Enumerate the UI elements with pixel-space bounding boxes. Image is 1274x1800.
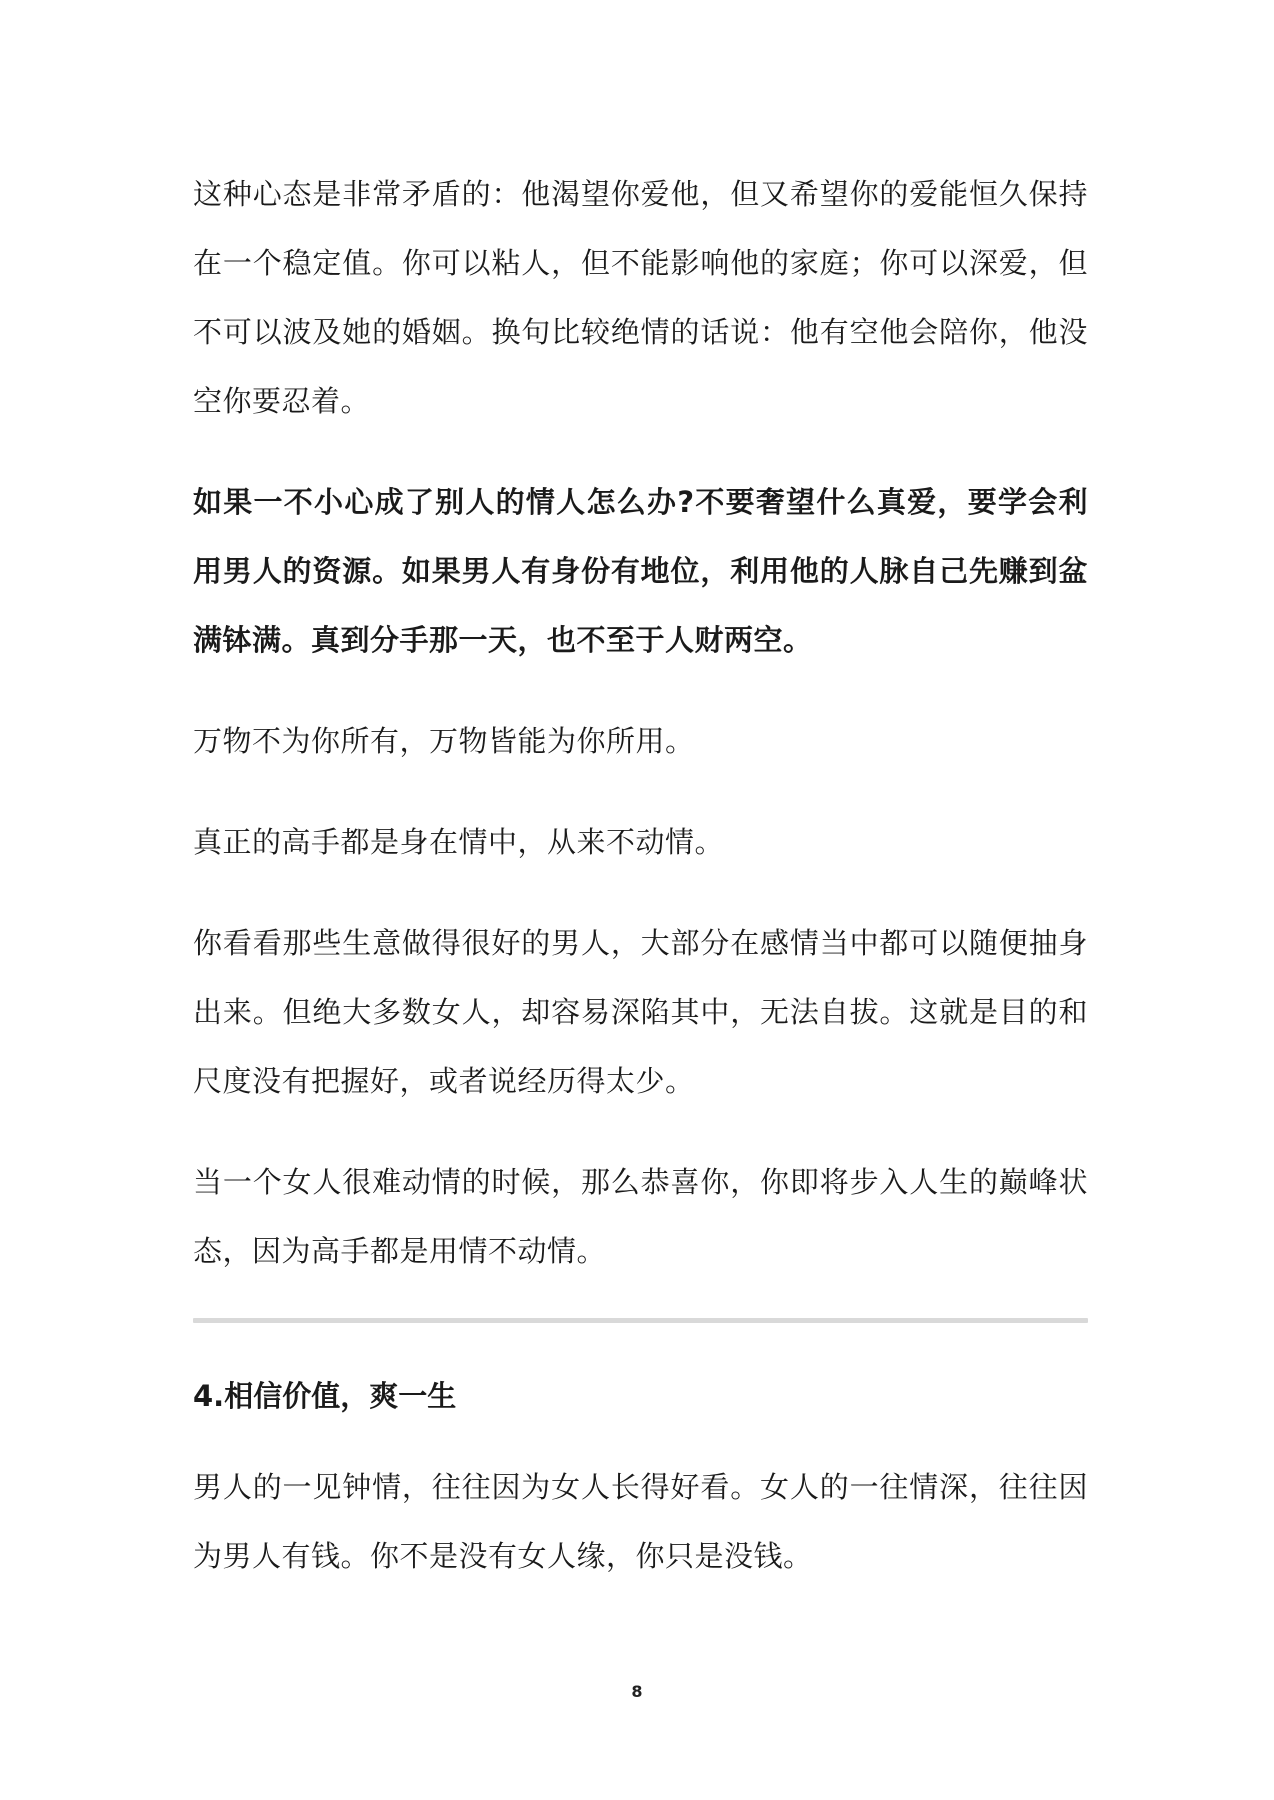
paragraph: 你看看那些生意做得很好的男人，大部分在感情当中都可以随便抽身出来。但绝大多数女人，却容易深陷其中，无法自拔。这就是目的和尺度没有把握好，或者说经历得太少。 bbox=[193, 926, 1088, 1098]
paragraph: 男人的一见钟情，往往因为女人长得好看。女人的一往情深，往往因为男人有钱。你不是没有女人缘，你只是没钱。 bbox=[193, 1470, 1088, 1573]
paragraph: 真正的高手都是身在情中，从来不动情。 bbox=[193, 825, 725, 859]
page-content bbox=[193, 160, 1088, 1623]
paragraph: 当一个女人很难动情的时候，那么恭喜你，你即将步入人生的巅峰状态，因为高手都是用情不动情。 bbox=[193, 1165, 1088, 1268]
section-heading: 4.相信价值，爽一生 bbox=[193, 1379, 457, 1413]
page-number: 8 bbox=[631, 1682, 643, 1701]
paragraph: 万物不为你所有，万物皆能为你所用。 bbox=[193, 724, 695, 758]
paragraph: 这种心态是非常矛盾的：他渴望你爱他，但又希望你的爱能恒久保持在一个稳定值。你可以粘人，但不能影响他的家庭；你可以深爱，但不可以波及她的婚姻。换句比较绝情的话说：他有空他会陪你，他没空你要忍着。 bbox=[193, 177, 1088, 418]
bold-paragraph: 如果一不小心成了别人的情人怎么办?不要奢望什么真爱，要学会利用男人的资源。如果男人有身份有地位，利用他的人脉自己先赚到盆满钵满。真到分手那一天，也不至于人财两空。 bbox=[193, 485, 1088, 657]
section-divider bbox=[193, 1318, 1088, 1323]
